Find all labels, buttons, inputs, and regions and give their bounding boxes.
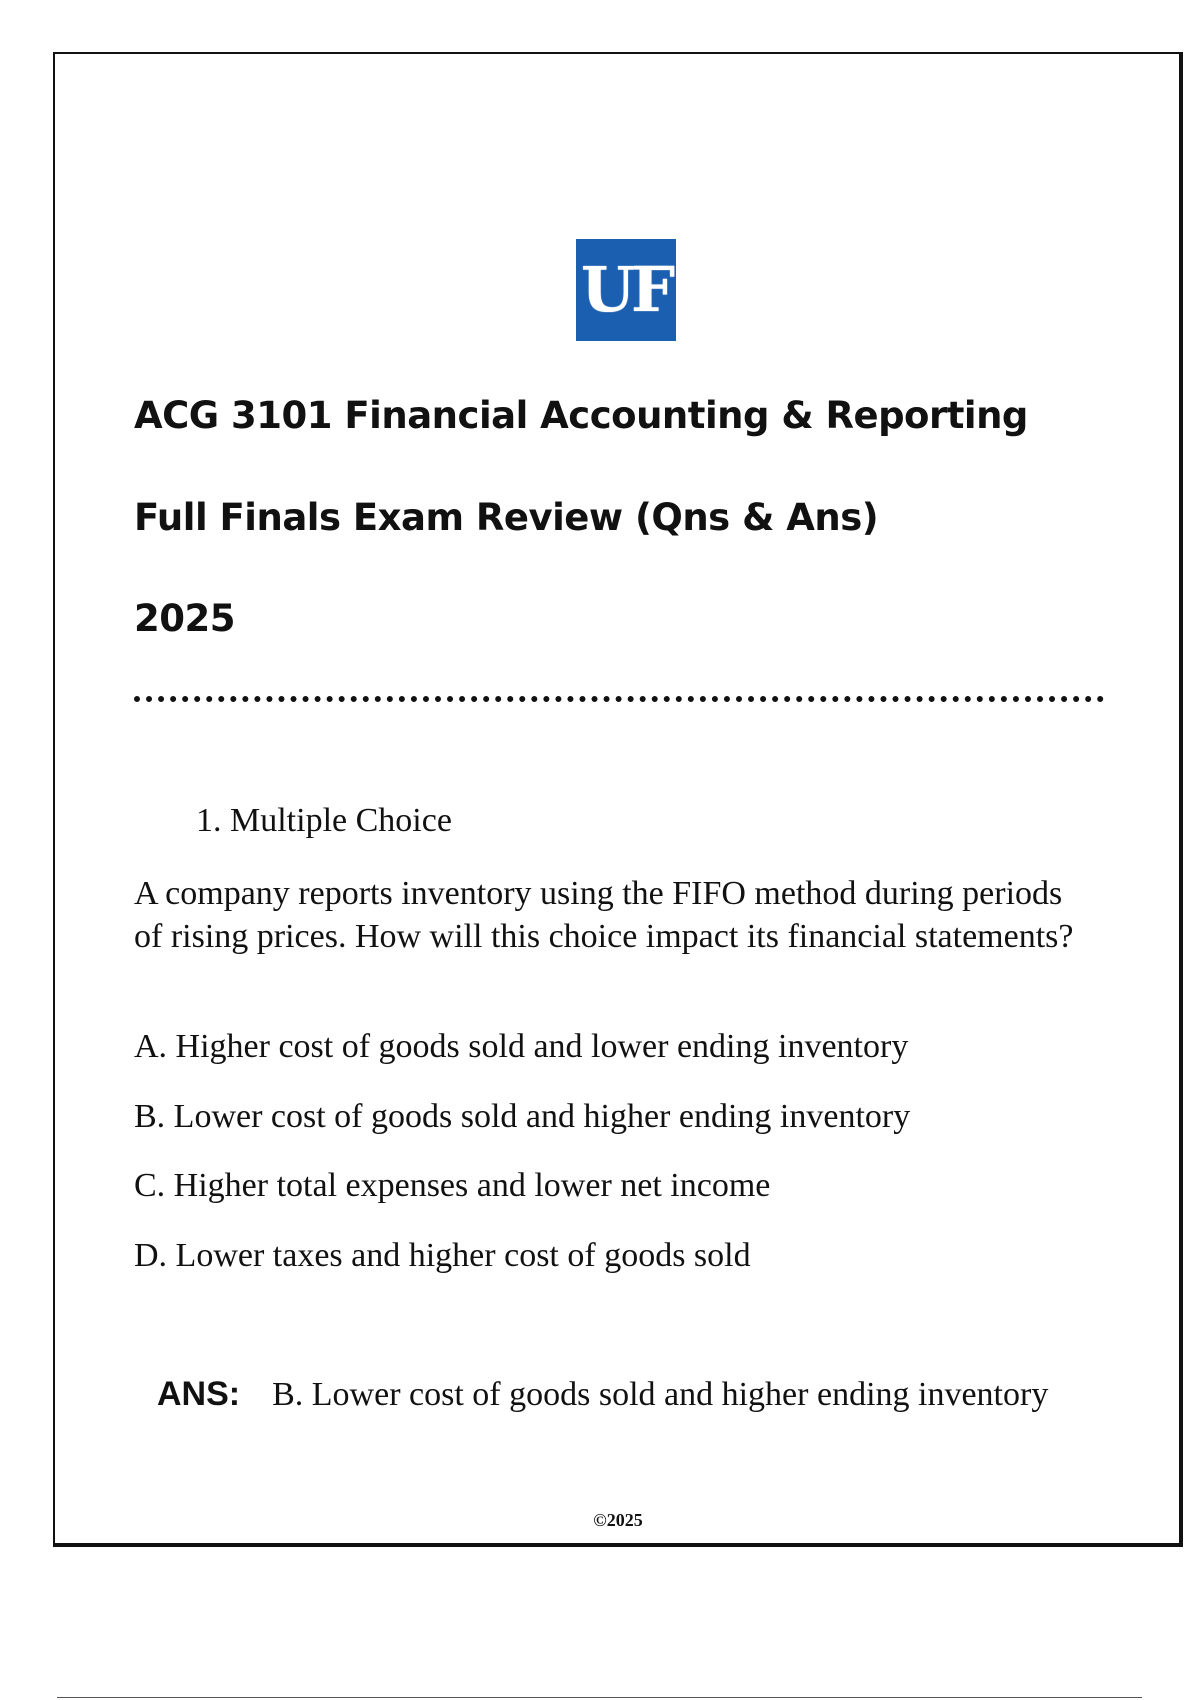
option-a: A. Higher cost of goods sold and lower ending inventory <box>134 1028 909 1065</box>
document-title: ACG 3101 Financial Accounting & Reporting <box>134 394 1028 437</box>
uf-logo <box>576 239 676 341</box>
copyright: ©2025 <box>593 1510 643 1530</box>
bottom-divider <box>57 1697 1142 1698</box>
option-d: D. Lower taxes and higher cost of goods sold <box>134 1237 751 1274</box>
question-heading: 1. Multiple Choice <box>196 802 452 839</box>
dotted-divider <box>134 696 1104 702</box>
option-b: B. Lower cost of goods sold and higher ending inventory <box>134 1098 911 1135</box>
answer-text: B. Lower cost of goods sold and higher ending inventory <box>272 1376 1049 1413</box>
answer-label: ANS: <box>157 1375 241 1413</box>
logo-text: UF <box>580 253 672 326</box>
document-subtitle: Full Finals Exam Review (Qns & Ans) <box>134 496 879 539</box>
document-year: 2025 <box>134 597 235 640</box>
question-text: A company reports inventory using the FIFO method during periods of rising prices. How will this choice impact its financial statements? <box>134 875 1074 955</box>
option-c: C. Higher total expenses and lower net income <box>134 1167 771 1204</box>
answer-line <box>157 1375 1048 1414</box>
